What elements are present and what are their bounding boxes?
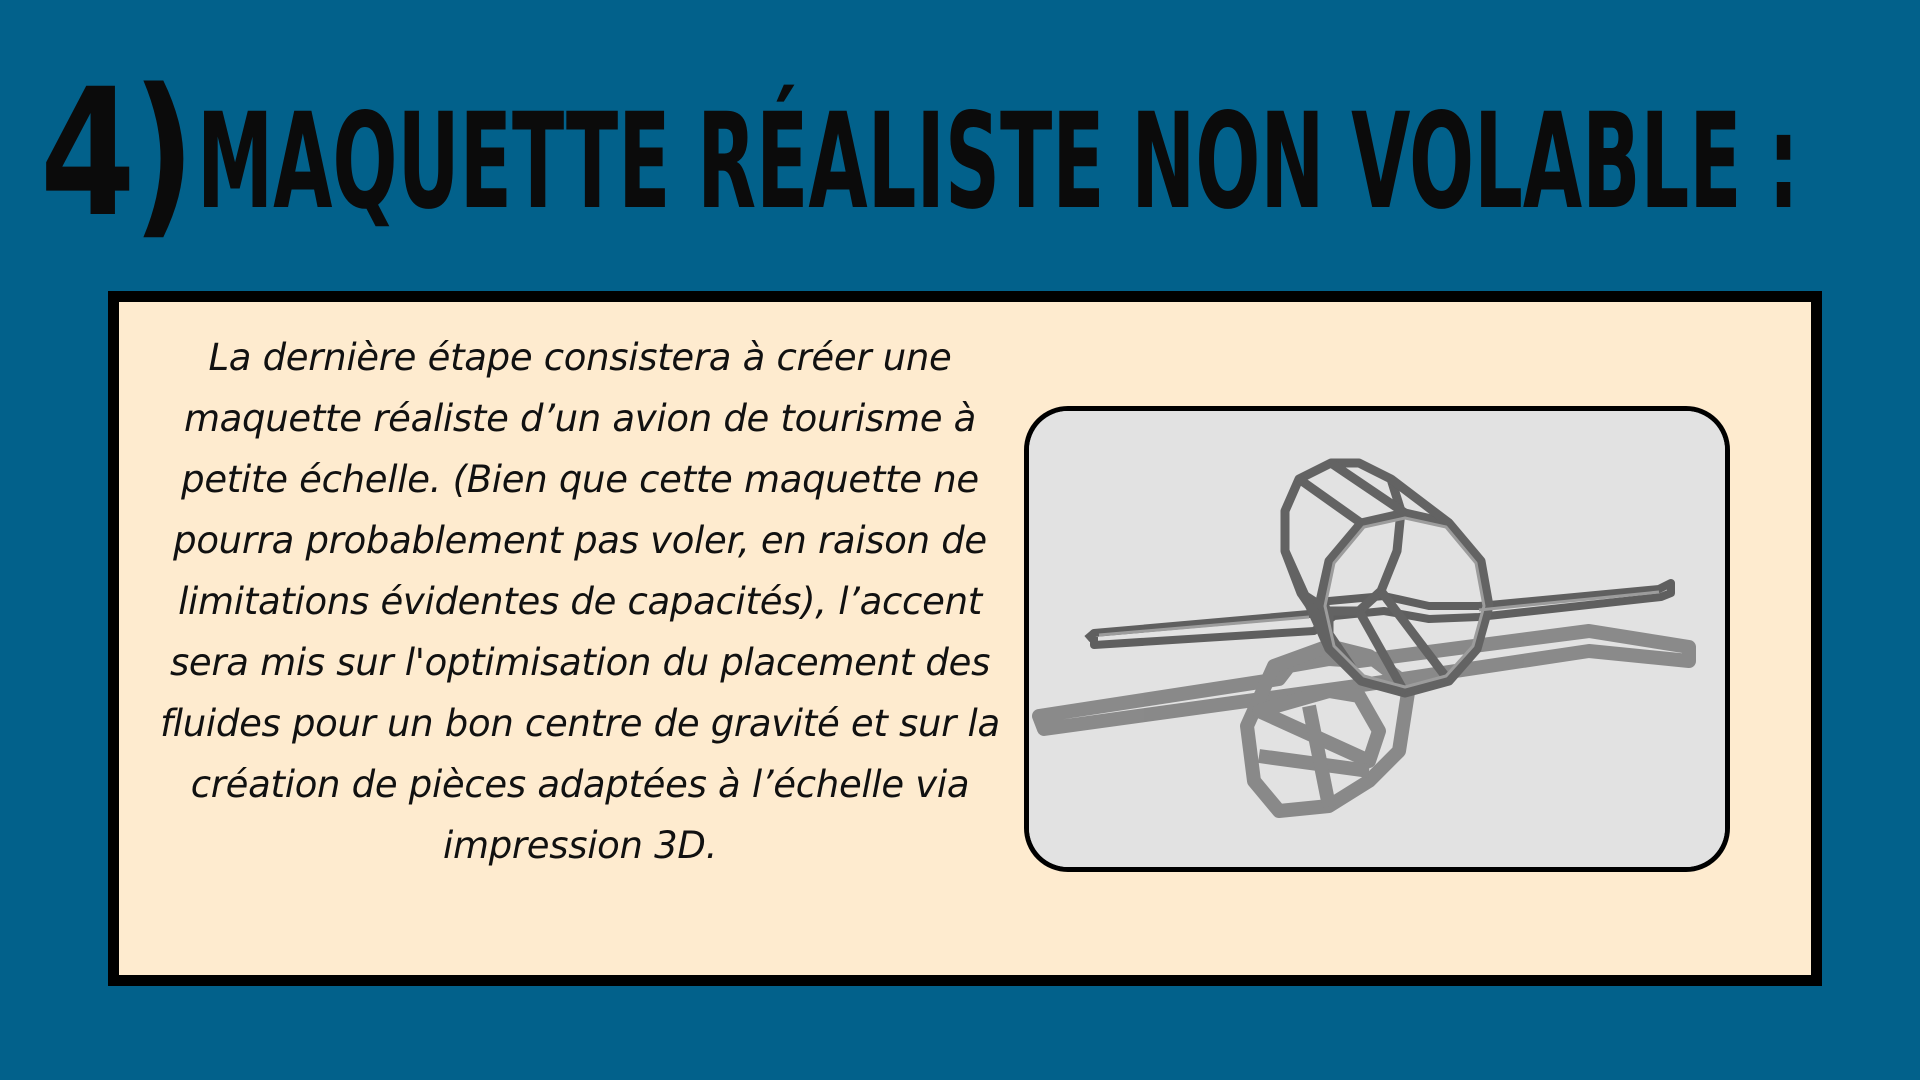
slide-title [40, 51, 1920, 256]
title-text: MAQUETTE RÉALISTE NON VOLABLE : [196, 85, 1799, 239]
model-render-image [1024, 406, 1730, 872]
wireframe-model-icon [1029, 411, 1725, 867]
title-number: 4) [40, 51, 193, 256]
description-paragraph: La dernière étape consistera à créer une maquette réaliste d’un avion de tourisme à petite échelle. (Bien que cette maquette ne pourra probablement pas voler, en raison de limitations évidentes de capacités), l’accent sera mis sur l'optimisation du placement des fluides pour un bon centre de gravité et sur la création de pièces adaptées à l’échelle via impression 3D. [160, 336, 1000, 867]
content-box [108, 291, 1822, 986]
